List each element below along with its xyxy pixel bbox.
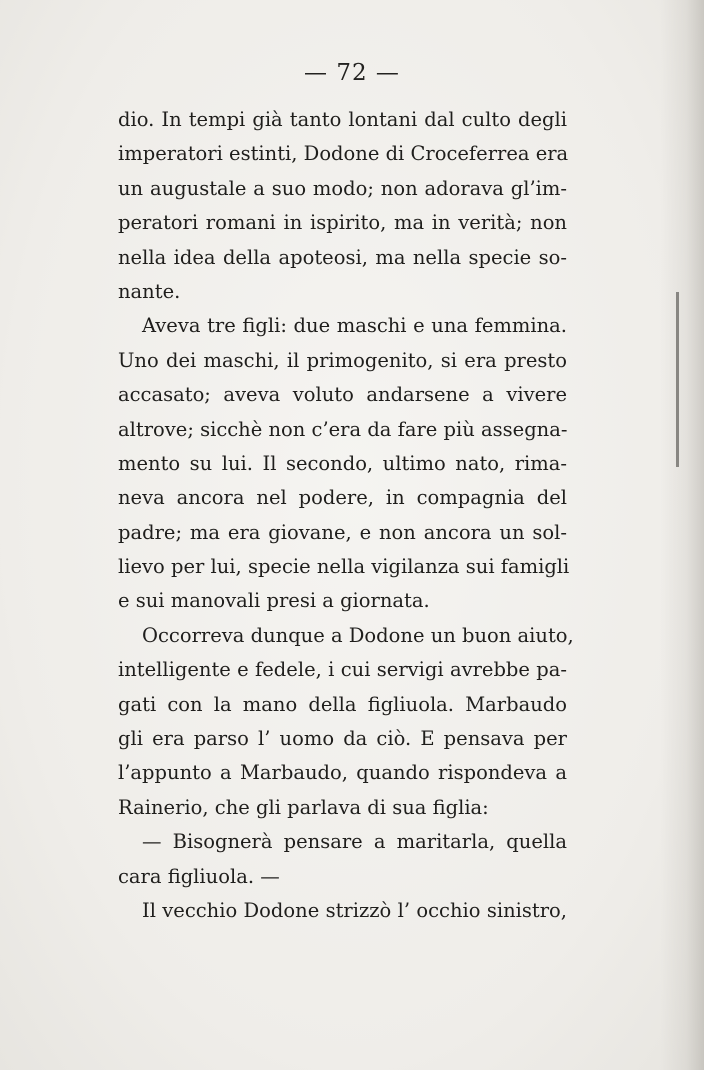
text-line: neva ancora nel podere, in compagnia del	[118, 486, 567, 510]
text-line: peratori romani in ispirito, ma in verità; non	[118, 211, 567, 235]
text-line: cara figliuola. —	[118, 864, 280, 888]
text-line: — Bisognerà pensare a maritarla, quella	[142, 830, 567, 854]
text-line: accasato; aveva voluto andarsene a vivere	[118, 383, 567, 407]
text-line: Occorreva dunque a Dodone un buon aiuto,	[142, 623, 574, 647]
page-edge-mark	[676, 292, 679, 467]
body-text	[118, 103, 574, 928]
text-line: l’appunto a Marbaudo, quando rispondeva a	[118, 761, 567, 785]
text-line: Rainerio, che gli parlava di sua figlia:	[118, 795, 489, 819]
text-line: imperatori estinti, Dodone di Croceferrea era	[118, 142, 569, 166]
text-line: padre; ma era giovane, e non ancora un sol-	[118, 520, 567, 544]
text-line: nante.	[118, 279, 181, 303]
text-line: dio. In tempi già tanto lontani dal culto degli	[118, 108, 567, 131]
text-line: lievo per lui, specie nella vigilanza sui famigli	[118, 555, 570, 579]
text-line: Aveva tre figli: due maschi e una femmina.	[142, 314, 567, 338]
text-line: altrove; sicchè non c’era da fare più assegna-	[118, 417, 568, 441]
page-number: — 72 —	[304, 60, 400, 86]
text-line: e sui manovali presi a giornata.	[118, 589, 430, 613]
text-line: un augustale a suo modo; non adorava gl’im-	[118, 176, 567, 200]
text-line: Uno dei maschi, il primogenito, si era presto	[118, 348, 567, 372]
text-line: nella idea della apoteosi, ma nella specie so-	[118, 245, 567, 269]
text-line: intelligente e fedele, i cui servigi avrebbe pa-	[118, 658, 567, 682]
text-line: gati con la mano della figliuola. Marbaudo	[118, 692, 567, 716]
text-line: gli era parso l’ uomo da ciò. E pensava per	[118, 727, 567, 751]
page-gutter-shadow	[660, 0, 704, 1070]
text-line: mento su lui. Il secondo, ultimo nato, rima-	[118, 451, 567, 475]
text-line: Il vecchio Dodone strizzò l’ occhio sinistro,	[142, 898, 567, 922]
